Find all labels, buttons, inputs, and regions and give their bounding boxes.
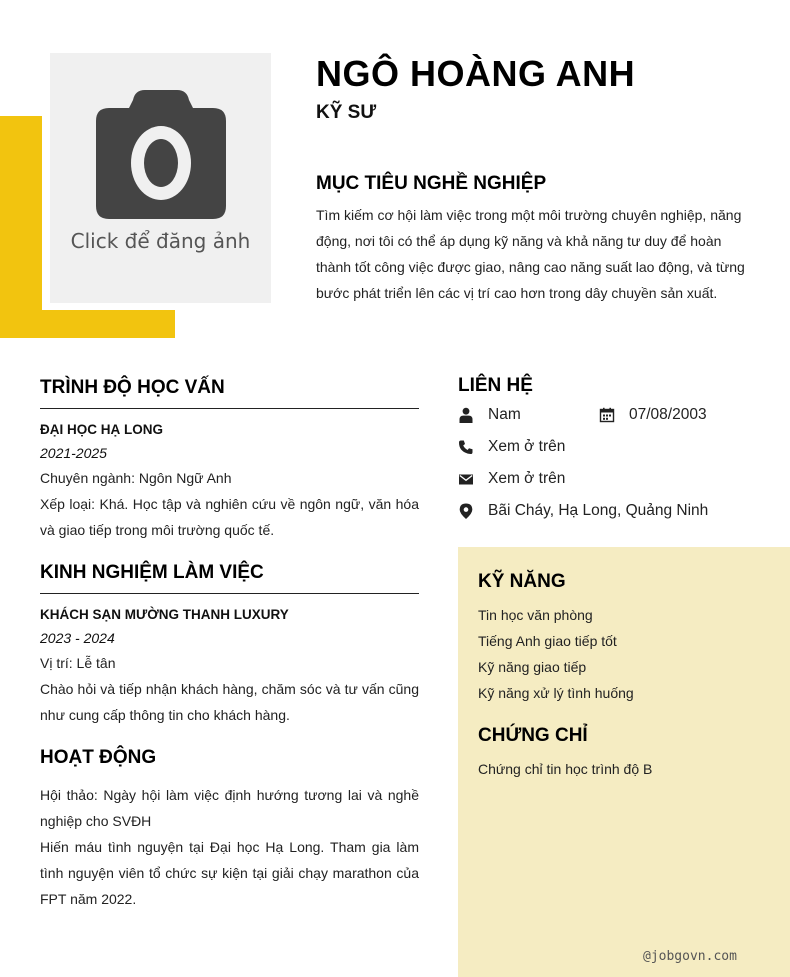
photo-upload[interactable] xyxy=(50,53,271,303)
objective-text: Tìm kiếm cơ hội làm việc trong một môi trường chuyên nghiệp, năng động, nơi tôi có thể áp dụng kỹ năng và khả năng tư duy để hoàn thành tốt công việc được giao, nâng cao năng suất lao động, và từng bước phát triển lên các vị trí cao hơn trong dây chuyền sản xuất. xyxy=(316,207,745,301)
location-icon xyxy=(458,502,474,520)
certificates-heading: CHỨNG CHỈ xyxy=(478,725,588,746)
contact-address: Bãi Cháy, Hạ Long, Quảng Ninh xyxy=(458,502,708,520)
calendar-icon xyxy=(599,407,615,423)
contact-phone[interactable]: Xem ở trên xyxy=(458,438,565,456)
experience-company: KHÁCH SẠN MƯỜNG THANH LUXURY xyxy=(40,607,289,622)
experience-period: 2023 - 2024 xyxy=(40,630,115,646)
camera-icon xyxy=(95,90,227,220)
skill-item: Tiếng Anh giao tiếp tốt xyxy=(478,633,617,649)
mail-icon xyxy=(458,471,474,487)
experience-position: Vị trí: Lễ tân xyxy=(40,655,116,671)
contact-email[interactable]: Xem ở trên xyxy=(458,470,565,488)
person-icon xyxy=(458,407,474,423)
certificate-item: Chứng chỉ tin học trình độ B xyxy=(478,761,653,777)
contact-gender: Nam xyxy=(458,406,521,424)
phone-icon xyxy=(458,439,474,455)
watermark: @jobgovn.com xyxy=(643,949,737,964)
skill-item: Kỹ năng xử lý tình huống xyxy=(478,685,634,701)
contact-heading: LIÊN HỆ xyxy=(458,375,533,396)
education-grade: Xếp loại: Khá. Học tập và nghiên cứu về ngôn ngữ, văn hóa và giao tiếp trong môi trường quốc tế. xyxy=(40,496,419,538)
activity-item-2: Hiến máu tình nguyện tại Đại học Hạ Long. Tham gia làm tình nguyện viên tổ chức sự kiện tại giải chạy marathon của FPT năm 2022. xyxy=(40,839,419,907)
skills-heading: KỸ NĂNG xyxy=(478,571,566,592)
accent-bar-vertical xyxy=(0,116,42,338)
education-heading: TRÌNH ĐỘ HỌC VẤN xyxy=(40,377,225,398)
education-major: Chuyên ngành: Ngôn Ngữ Anh xyxy=(40,470,232,486)
activities-heading: HOẠT ĐỘNG xyxy=(40,747,157,768)
candidate-name: NGÔ HOÀNG ANH xyxy=(316,53,636,94)
photo-upload-label: Click để đăng ảnh xyxy=(70,229,251,253)
contact-birthday: 07/08/2003 xyxy=(599,406,707,424)
skill-item: Kỹ năng giao tiếp xyxy=(478,659,587,675)
education-period: 2021-2025 xyxy=(40,445,107,461)
activity-item-1: Hội thảo: Ngày hội làm việc định hướng tương lai và nghề nghiệp cho SVĐH xyxy=(40,787,419,829)
job-title: KỸ SƯ xyxy=(316,102,377,123)
education-school: ĐẠI HỌC HẠ LONG xyxy=(40,422,163,437)
objective-heading: MỤC TIÊU NGHỀ NGHIỆP xyxy=(316,173,547,194)
experience-heading: KINH NGHIỆM LÀM VIỆC xyxy=(40,562,264,583)
experience-divider xyxy=(40,593,419,594)
accent-bar-horizontal xyxy=(0,310,175,338)
skill-item: Tin học văn phòng xyxy=(478,607,593,623)
experience-description: Chào hỏi và tiếp nhận khách hàng, chăm sóc và tư vấn cũng như cung cấp thông tin cho khách hàng. xyxy=(40,681,419,723)
education-divider xyxy=(40,408,419,409)
